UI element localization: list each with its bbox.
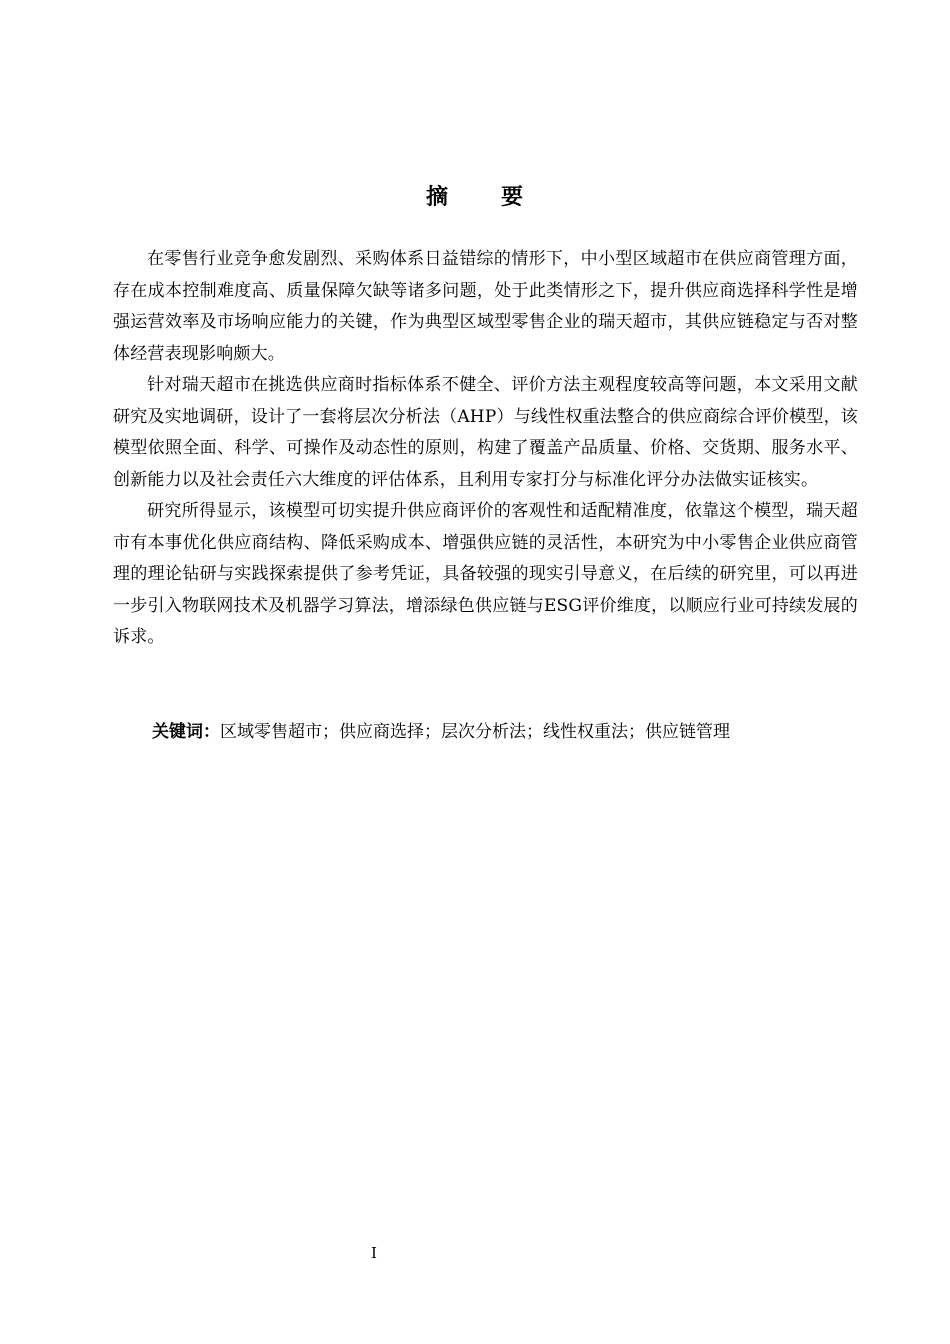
abstract-title-char-1: 摘 [425, 185, 449, 210]
abstract-title [0, 180, 950, 211]
abstract-paragraph-2: 针对瑞天超市在挑选供应商时指标体系不健全、评价方法主观程度较高等问题，本文采用文献研究及实地调研，设计了一套将层次分析法（AHP）与线性权重法整合的供应商综合评价模型，该模型依照全面、科学、可操作及动态性的原则，构建了覆盖产品质量、价格、交货期、服务水平、创新能力以及社会责任六大维度的评估体系，且利用专家打分与标准化评分办法做实证核实。 [113, 375, 858, 490]
abstract-body [113, 244, 858, 654]
abstract-title-char-2: 要 [501, 185, 525, 210]
abstract-paragraph-1: 在零售行业竞争愈发剧烈、采购体系日益错综的情形下，中小型区域超市在供应商管理方面，存在成本控制难度高、质量保障欠缺等诸多问题，处于此类情形之下，提升供应商选择科学性是增强运营效率及市场响应能力的关键，作为典型区域型零售企业的瑞天超市，其供应链稳定与否对整体经营表现影响颇大。 [113, 249, 858, 364]
keywords-line [152, 718, 858, 746]
page-number: I [371, 1244, 377, 1262]
keywords-label: 关键词： [152, 722, 220, 742]
keywords-text: 区域零售超市；供应商选择；层次分析法；线性权重法；供应链管理 [220, 722, 730, 742]
abstract-paragraph-3: 研究所得显示，该模型可切实提升供应商评价的客观性和适配精准度，依靠这个模型，瑞天超市有本事优化供应商结构、降低采购成本、增强供应链的灵活性，本研究为中小零售企业供应商管理的理论钻研与实践探索提供了参考凭证，具备较强的现实引导意义，在后续的研究里，可以再进一步引入物联网技术及机器学习算法，增添绿色供应链与ESG评价维度，以顺应行业可持续发展的诉求。 [113, 501, 858, 647]
